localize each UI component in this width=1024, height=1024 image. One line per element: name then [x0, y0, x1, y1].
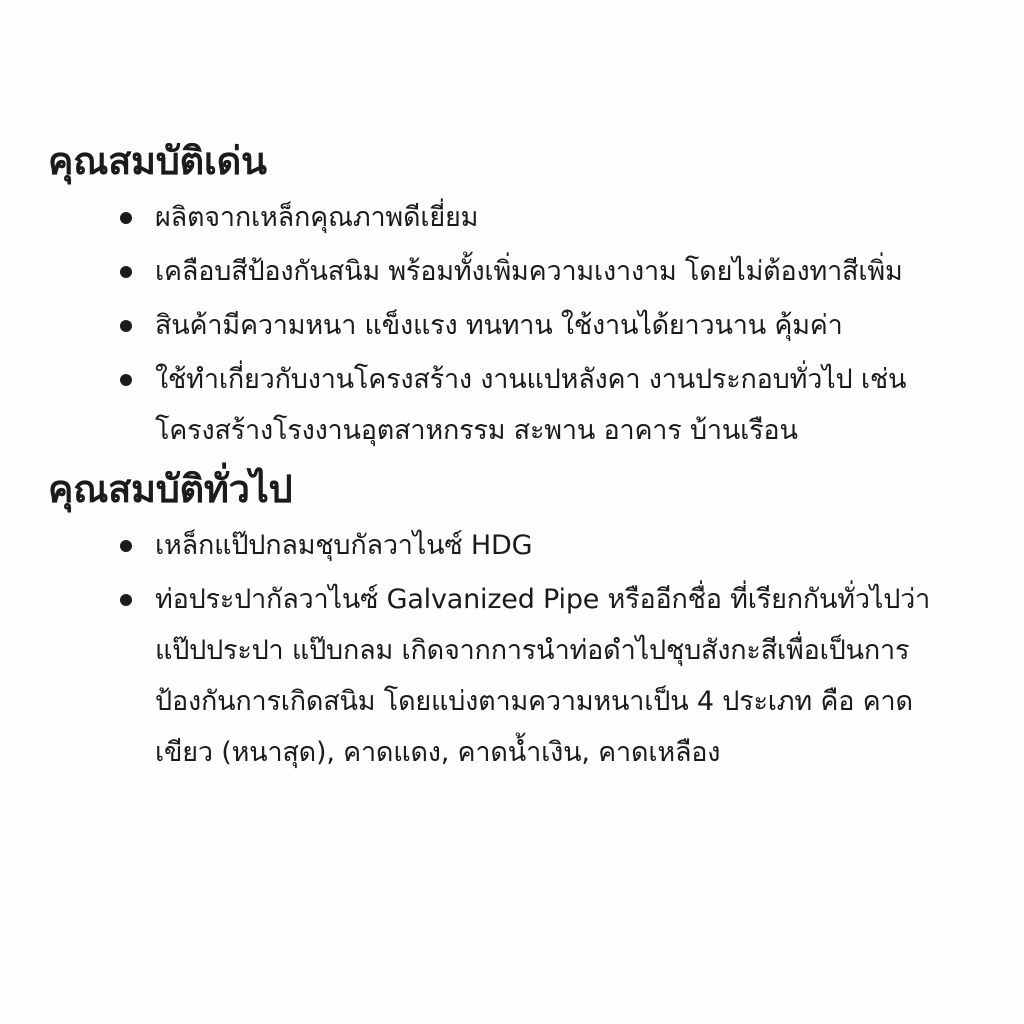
list-item: [155, 520, 968, 571]
bullet-icon: [120, 594, 132, 606]
highlights-list: [48, 192, 968, 456]
bullet-icon: [120, 374, 132, 386]
section-title-general: คุณสมบัติทั่วไป: [48, 467, 293, 511]
list-item: [155, 300, 968, 351]
bullet-icon: [120, 266, 132, 278]
list-item-text: เคลือบสีป้องกันสนิม พร้อมทั้งเพิ่มความเงางาม โดยไม่ต้องทาสีเพิ่ม: [155, 256, 903, 287]
bullet-icon: [120, 540, 132, 552]
list-item: [155, 246, 968, 297]
list-item-text: สินค้ามีความหนา แข็งแรง ทนทาน ใช้งานได้ยาวนาน คุ้มค่า: [155, 310, 843, 341]
list-item-text: ผลิตจากเหล็กคุณภาพดีเยี่ยม: [155, 202, 479, 233]
bullet-icon: [120, 212, 132, 224]
list-item-text: เหล็กแป๊ปกลมชุบกัลวาไนซ์ HDG: [155, 530, 533, 561]
list-item-text: ใช้ทำเกี่ยวกับงานโครงสร้าง งานแปหลังคา งานประกอบทั่วไป เช่น โครงสร้างโรงงานอุตสาหกรรม สะพาน อาคาร บ้านเรือน: [155, 364, 907, 446]
list-item: [155, 192, 968, 243]
list-item: [155, 574, 968, 778]
general-list: [48, 520, 968, 778]
list-item: [155, 354, 968, 456]
bullet-icon: [120, 320, 132, 332]
section-title-highlights: คุณสมบัติเด่น: [48, 139, 267, 183]
list-item-text: ท่อประปากัลวาไนซ์ Galvanized Pipe หรืออีกชื่อ ที่เรียกกันทั่วไปว่า แป๊ปประปา แป๊บกลม เกิดจากการนำท่อดำไปชุบสังกะสีเพื่อเป็นการป้องกันการเกิดสนิม โดยแบ่งตามความหนาเป็น 4 ประเภท คือ คาดเขียว (หนาสุด), คาดแดง, คาดน้ำเงิน, คาดเหลือง: [155, 584, 931, 768]
